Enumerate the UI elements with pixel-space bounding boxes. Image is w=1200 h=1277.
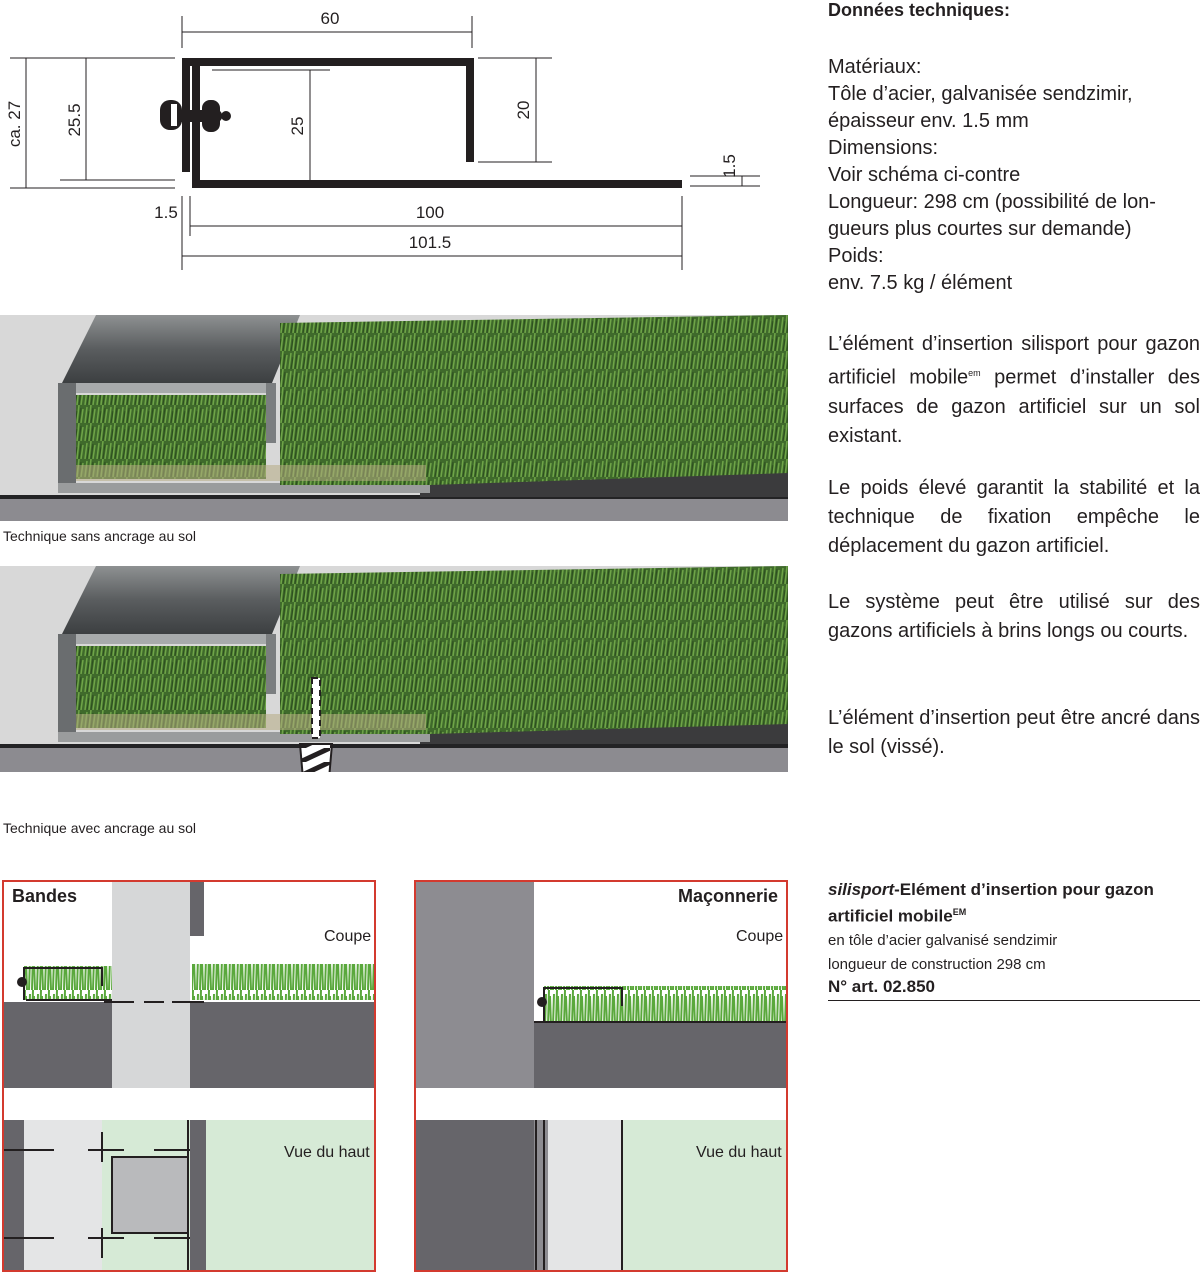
paragraph-anchoring: L’élément d’insertion peut être ancré dans le sol (vissé).: [828, 707, 1200, 758]
product-info: [828, 878, 1200, 998]
diagram-maconnerie-top-label: Vue du haut: [696, 1144, 782, 1161]
tech-line: Voir schéma ci-contre: [828, 164, 1021, 186]
product-name-rest: -Elément d’insertion pour gazon artificiel mobile: [828, 880, 1154, 926]
diagram-maconnerie-title: Maçonnerie: [677, 886, 778, 906]
tech-line: Longueur: 298 cm (possibilité de lon-: [828, 191, 1156, 213]
dim-thickness-left: 1.5: [154, 203, 178, 222]
paragraph-intro-text: L’élément d’insertion silisport pour gazon artificiel mobile: [828, 333, 1200, 389]
tech-data-list: [828, 54, 1200, 297]
product-article-number: N° art. 02.850: [828, 976, 935, 996]
dim-top-width: 60: [320, 9, 340, 28]
product-length: longueur de construction 298 cm: [828, 955, 1046, 973]
diagram-bandes-top-label: Vue du haut: [284, 1144, 370, 1161]
photo-without-anchoring: [0, 315, 788, 521]
product-name-sup: EM: [952, 907, 967, 917]
dim-total-length: 101.5: [408, 233, 452, 252]
tech-line: épaisseur env. 1.5 mm: [828, 110, 1029, 132]
dim-outer-height: ca. 27: [5, 100, 24, 148]
dim-lip-height: 20: [514, 100, 533, 120]
tech-data-title: Données techniques:: [828, 0, 1011, 20]
tech-line: gueurs plus courtes sur demande): [828, 218, 1132, 240]
diagram-maconnerie: [414, 880, 788, 1272]
diagram-bandes-title: Bandes: [12, 886, 78, 906]
tech-line: env. 7.5 kg / élément: [828, 272, 1013, 294]
paragraph-intro-sup: em: [968, 368, 981, 378]
diagram-bandes: [2, 880, 376, 1272]
tech-line: Matériaux:: [828, 56, 922, 78]
product-divider: [828, 1000, 1200, 1001]
diagram-bandes-section-label: Coupe: [324, 928, 372, 945]
tech-line: Tôle d’acier, galvanisée sendzimir,: [828, 83, 1133, 105]
product-brand: silisport: [828, 880, 895, 899]
photo-with-anchoring: [0, 566, 788, 772]
tech-line: Poids:: [828, 245, 884, 267]
paragraph-compatibility: Le système peut être utilisé sur des gazons artificiels à brins longs ou courts.: [828, 591, 1200, 642]
paragraph-intro-text-end: permet d’installer des surfaces de gazon artificiel sur un sol existant.: [828, 366, 1200, 447]
dim-inner-height-left: 25.5: [65, 103, 84, 137]
product-name: [828, 878, 1200, 928]
tech-line: Dimensions:: [828, 137, 939, 159]
product-material: en tôle d’acier galvanisé sendzimir: [828, 931, 1058, 949]
dim-thickness-right: 1.5: [720, 154, 739, 178]
diagram-maconnerie-section-label: Coupe: [736, 928, 784, 945]
paragraph-stability: Le poids élevé garantit la stabilité et la technique de fixation empêche le déplacement du gazon artificiel.: [828, 477, 1200, 557]
caption-with-anchoring: Technique avec ancrage au sol: [3, 820, 197, 836]
diagram-maconnerie-drawing: [416, 882, 786, 1270]
dim-base-length: 100: [415, 203, 445, 222]
caption-without-anchoring: Technique sans ancrage au sol: [3, 528, 197, 544]
dim-inner-height: 25: [288, 116, 307, 136]
profile-technical-drawing: [0, 0, 790, 290]
diagram-bandes-drawing: [4, 882, 374, 1270]
paragraph-intro: [828, 330, 1200, 451]
